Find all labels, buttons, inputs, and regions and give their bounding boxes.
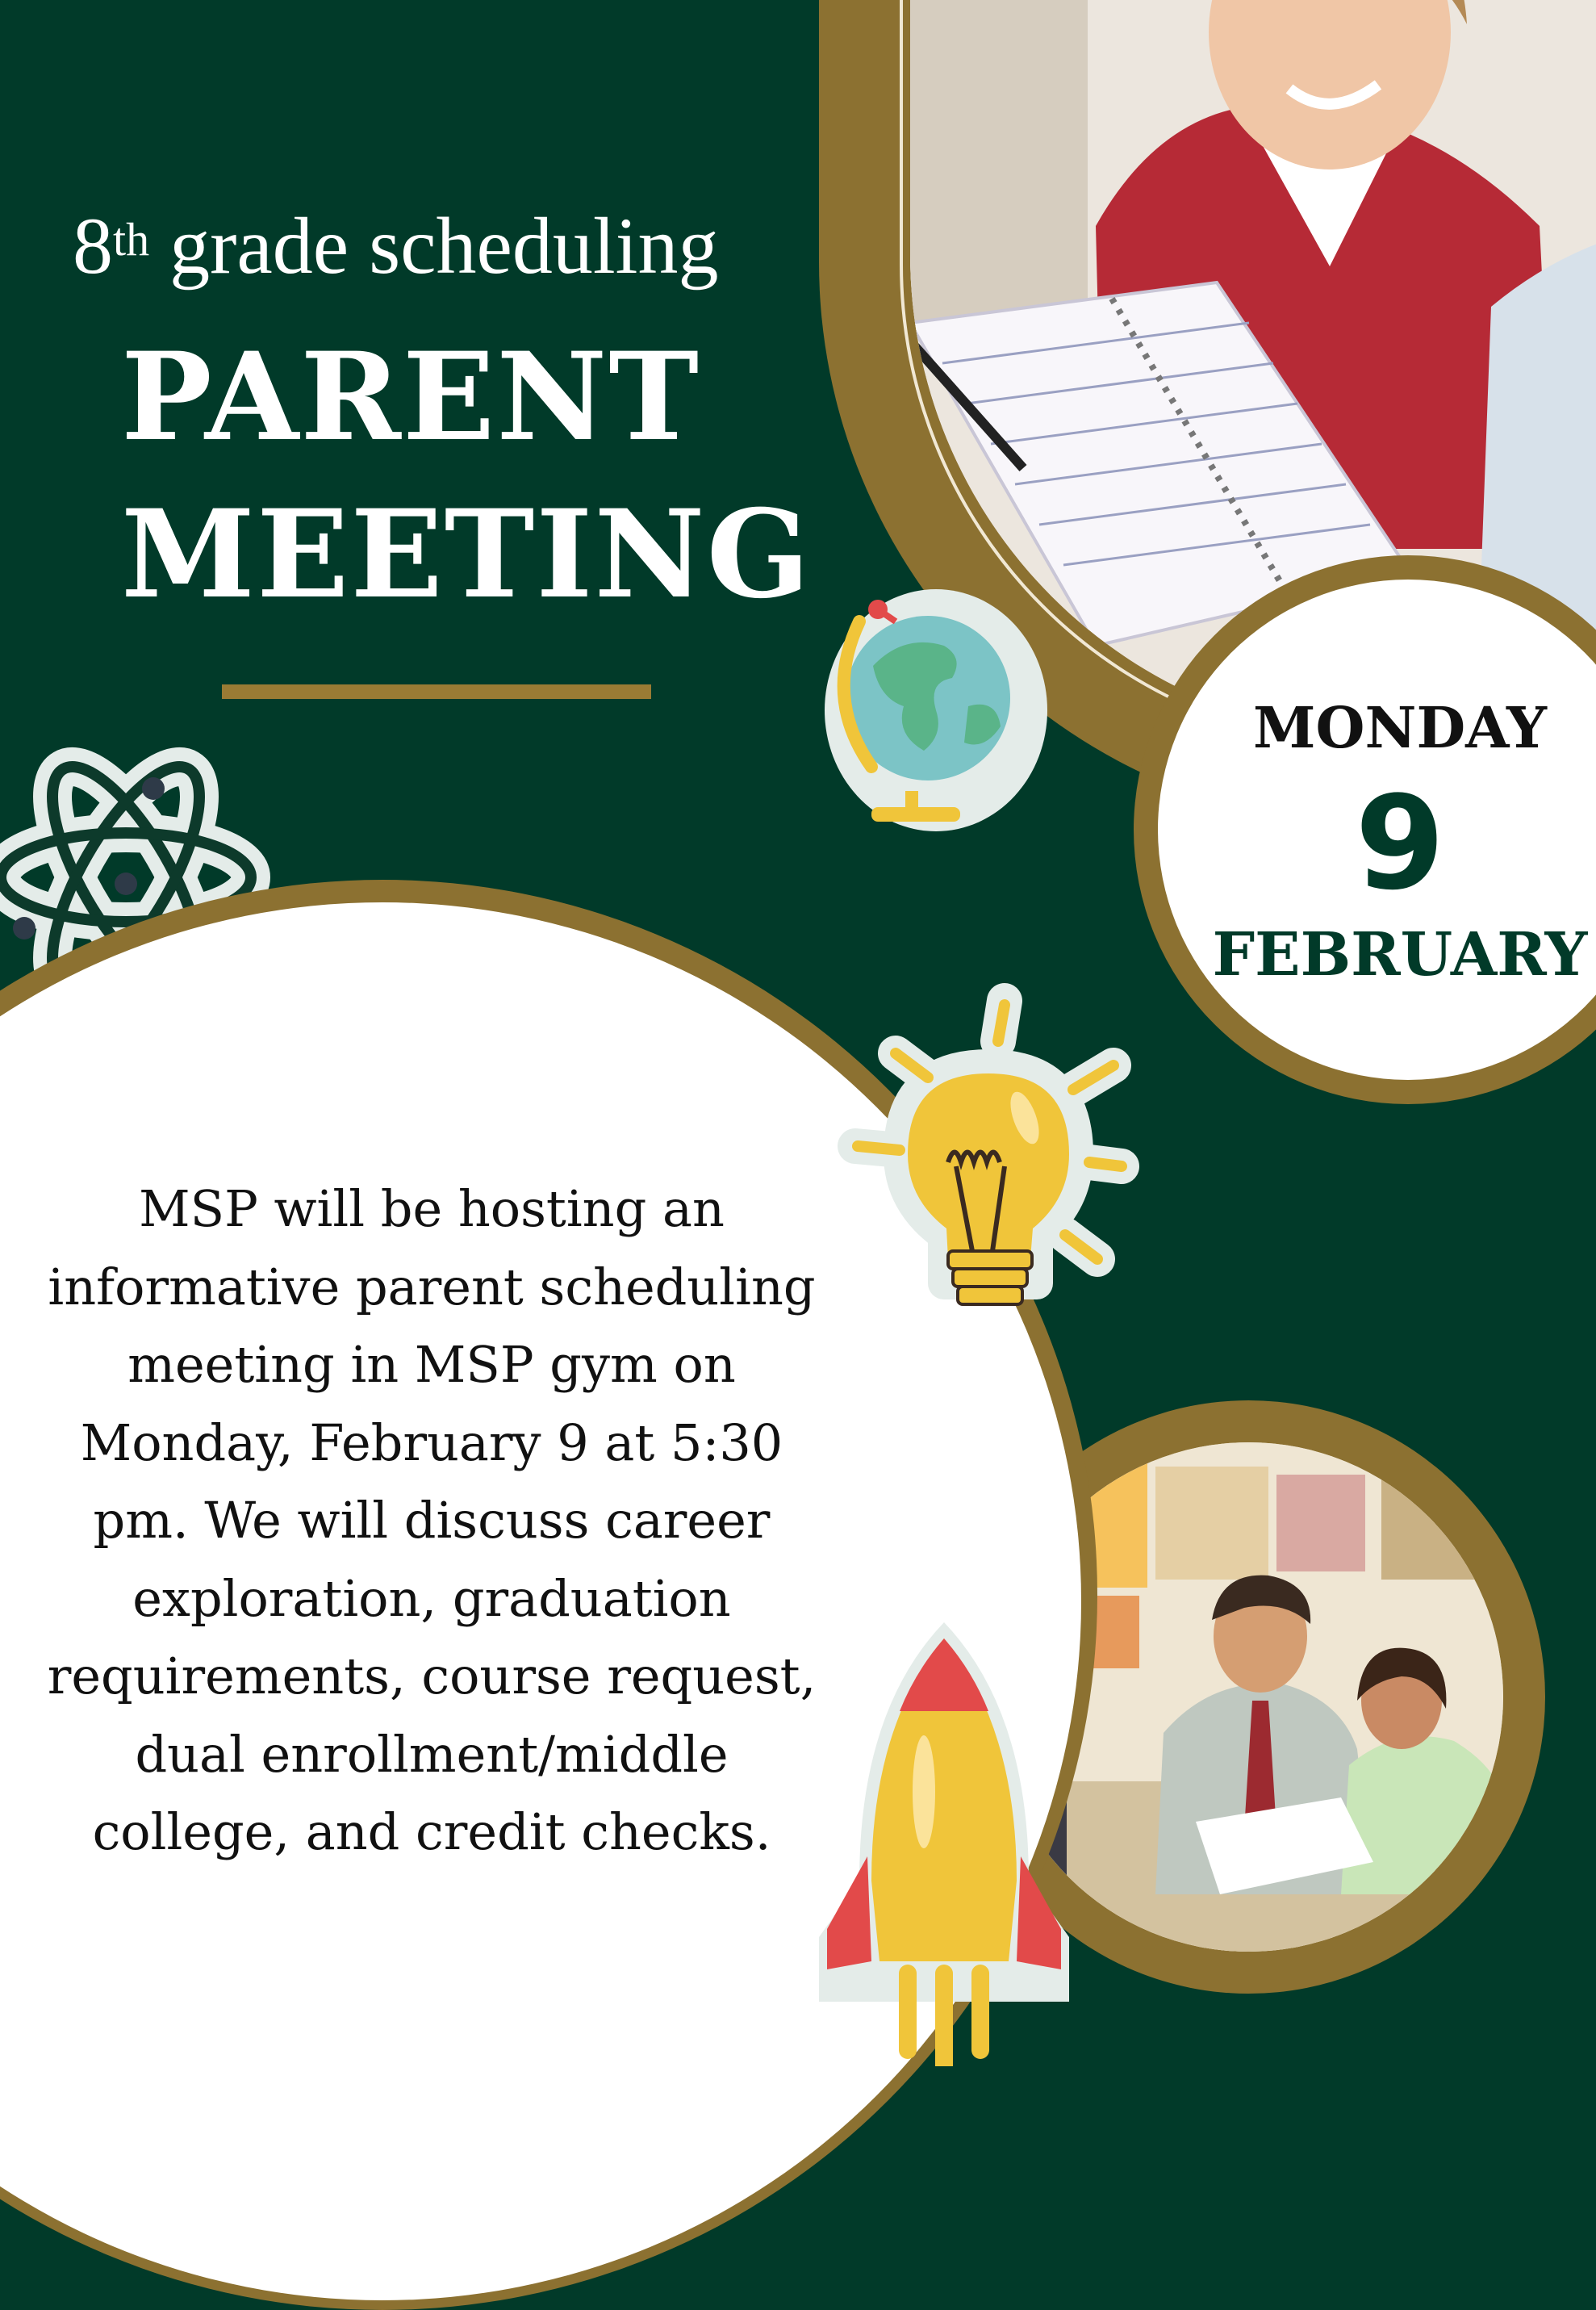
event-description bbox=[32, 1170, 831, 1872]
description-line: requirements, course request, bbox=[47, 1647, 817, 1705]
description-line: exploration, graduation bbox=[132, 1568, 731, 1628]
description-line: Monday, February 9 at 5:30 bbox=[80, 1412, 783, 1472]
description-line: dual enrollment/middle bbox=[135, 1724, 729, 1784]
date-day-number: 9 bbox=[1355, 768, 1445, 919]
description-line: MSP will be hosting an bbox=[139, 1179, 725, 1238]
event-title bbox=[121, 319, 812, 634]
title-divider bbox=[222, 684, 651, 699]
description-line: meeting in MSP gym on bbox=[127, 1335, 736, 1394]
event-subtitle: 8th grade scheduling bbox=[73, 201, 719, 291]
description-line: pm. We will discuss career bbox=[93, 1491, 771, 1550]
title-line-2: MEETING bbox=[121, 483, 812, 626]
lightbulb-icon bbox=[819, 977, 1158, 1332]
rocket-icon bbox=[811, 1614, 1077, 2066]
title-line-1: PARENT bbox=[121, 326, 700, 468]
globe-icon bbox=[815, 577, 1057, 835]
description-line: informative parent scheduling bbox=[48, 1257, 816, 1316]
date-month: FEBRUARY bbox=[1212, 920, 1588, 990]
description-line: college, and credit checks. bbox=[92, 1802, 771, 1861]
date-weekday: MONDAY bbox=[1253, 694, 1547, 761]
